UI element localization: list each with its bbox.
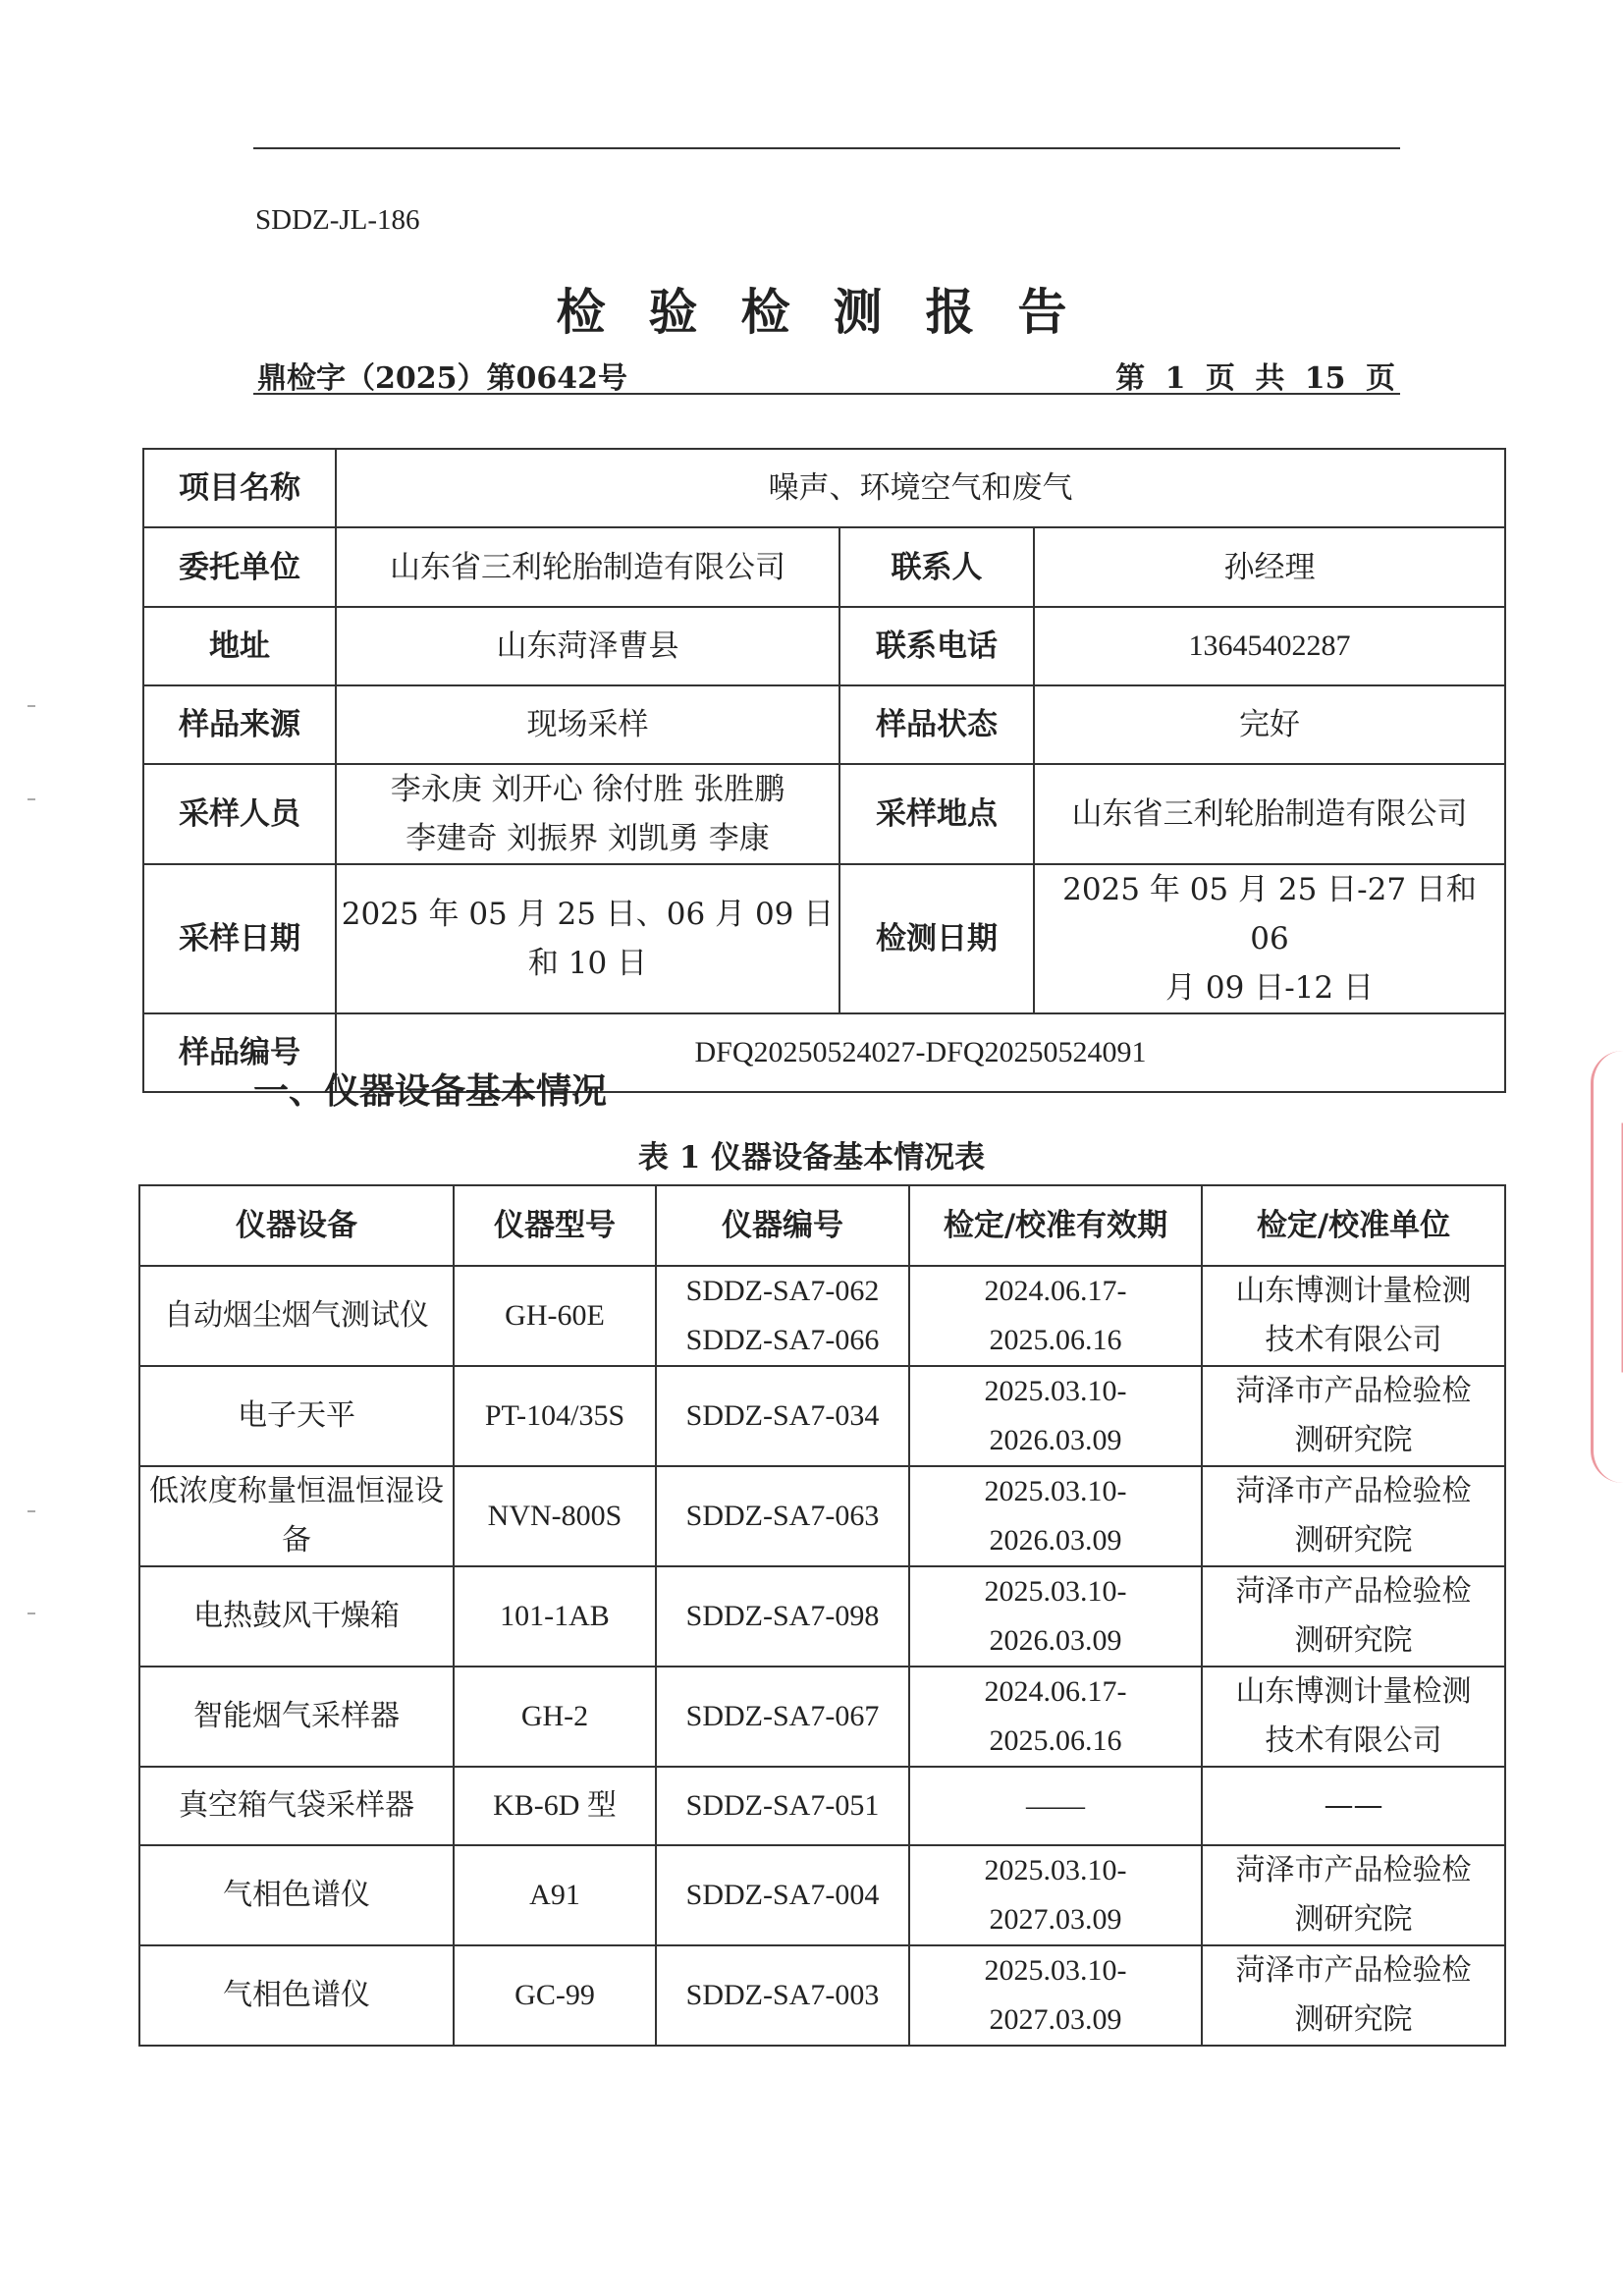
equipment-body (139, 1266, 1505, 2046)
cell-line: 气相色谱仪 (223, 1878, 370, 1912)
equipment-name-cell (139, 1566, 454, 1667)
test-date-value (1034, 864, 1505, 1013)
calibration-unit-cell (1202, 1667, 1505, 1767)
info-row (143, 764, 1505, 864)
calibration-unit-cell (1202, 1566, 1505, 1667)
validity-cell (909, 1466, 1202, 1566)
samplers-value (336, 764, 839, 864)
report-title: 检验检测报告 (556, 283, 1110, 341)
cell-line: 2026.03.09 (989, 1524, 1122, 1557)
state-label: 样品状态 (839, 685, 1034, 764)
test-date-line: 月 09 日-12 日 (1165, 970, 1374, 1006)
header-cell: 检定/校准单位 (1202, 1185, 1505, 1266)
site-label: 采样地点 (839, 764, 1034, 864)
cell-line: SDDZ-SA7-067 (685, 1700, 880, 1732)
cell-line: 低浓度称量恒温恒湿设备 (149, 1474, 444, 1558)
margin-mark (27, 798, 35, 800)
client-label: 委托单位 (143, 527, 336, 607)
cell-line: 2026.03.09 (989, 1424, 1122, 1456)
calibration-unit-cell (1202, 1466, 1505, 1566)
cell-line: PT-104/35S (484, 1399, 625, 1432)
cell-line: 真空箱气袋采样器 (179, 1788, 414, 1823)
equipment-name-cell (139, 1945, 454, 2046)
equipment-id-cell (656, 1945, 909, 2046)
equipment-row (139, 1845, 1505, 1945)
info-table (142, 448, 1506, 1093)
cell-line: SDDZ-SA7-062 (685, 1275, 880, 1307)
equipment-row (139, 1566, 1505, 1667)
cell-line: SDDZ-SA7-063 (685, 1500, 880, 1532)
sampling-date-line: 2025 年 05 月 25 日、06 月 09 日 (341, 897, 835, 932)
phone-value: 13645402287 (1034, 607, 1505, 685)
samplers-label: 采样人员 (143, 764, 336, 864)
sampling-date-value (336, 864, 839, 1013)
model-cell (454, 1266, 656, 1366)
info-row (143, 449, 1505, 527)
equipment-row (139, 1466, 1505, 1566)
cell-line: 2025.06.16 (989, 1724, 1122, 1757)
equipment-row (139, 1366, 1505, 1466)
calibration-unit-cell (1202, 1845, 1505, 1945)
cell-line: SDDZ-SA7-098 (685, 1600, 880, 1632)
site-value: 山东省三利轮胎制造有限公司 (1034, 764, 1505, 864)
margin-mark (27, 705, 35, 707)
cell-line: 电子天平 (238, 1398, 355, 1433)
validity-cell (909, 1845, 1202, 1945)
cell-line: 菏泽市产品检验检 (1235, 1574, 1472, 1609)
cell-line: 2025.06.16 (989, 1324, 1122, 1356)
source-value: 现场采样 (336, 685, 839, 764)
margin-mark (27, 1510, 35, 1512)
report-number: 鼎检字（2025）第0642号 (257, 361, 627, 396)
validity-cell (909, 1767, 1202, 1845)
validity-cell (909, 1266, 1202, 1366)
cell-line: SDDZ-SA7-004 (685, 1879, 880, 1911)
calibration-unit-cell (1202, 1945, 1505, 2046)
info-row (143, 685, 1505, 764)
equipment-name-cell (139, 1667, 454, 1767)
address-label: 地址 (143, 607, 336, 685)
equipment-id-cell (656, 1767, 909, 1845)
equipment-id-cell (656, 1266, 909, 1366)
margin-mark (27, 1613, 35, 1614)
cell-line: 2025.03.10- (984, 1954, 1127, 1987)
cell-line: 测研究院 (1294, 1623, 1413, 1658)
calibration-unit-cell (1202, 1366, 1505, 1466)
sampling-date-label: 采样日期 (143, 864, 336, 1013)
validity-cell (909, 1945, 1202, 2046)
project-name-label: 项目名称 (143, 449, 336, 527)
cell-line: 菏泽市产品检验检 (1235, 1853, 1472, 1887)
calibration-unit-cell (1202, 1767, 1505, 1845)
model-cell (454, 1667, 656, 1767)
cell-line: 2025.03.10- (984, 1475, 1127, 1507)
header-cell: 仪器设备 (139, 1185, 454, 1266)
equipment-table (138, 1184, 1506, 2047)
equipment-name-cell (139, 1366, 454, 1466)
state-value: 完好 (1034, 685, 1505, 764)
cell-line: 菏泽市产品检验检 (1235, 1474, 1472, 1508)
info-row (143, 864, 1505, 1013)
cell-line: 技术有限公司 (1265, 1323, 1442, 1357)
cell-line: 2027.03.09 (989, 1903, 1122, 1936)
cell-line: 2024.06.17- (984, 1275, 1127, 1307)
sample-no-label: 样品编号 (143, 1013, 336, 1092)
cell-line: 101-1AB (500, 1600, 610, 1632)
cell-line: A91 (529, 1879, 580, 1911)
cell-line: 自动烟尘烟气测试仪 (164, 1298, 429, 1333)
model-cell (454, 1945, 656, 2046)
top-rule (253, 147, 1400, 149)
header-cell: 仪器编号 (656, 1185, 909, 1266)
cell-line: 2025.03.10- (984, 1575, 1127, 1608)
equipment-name-cell (139, 1266, 454, 1366)
cell-line: 2025.03.10- (984, 1375, 1127, 1407)
cell-line: SDDZ-SA7-003 (685, 1979, 880, 2011)
equipment-name-cell (139, 1767, 454, 1845)
cell-line: 测研究院 (1294, 2002, 1413, 2037)
cell-line: 技术有限公司 (1265, 1723, 1442, 1758)
model-cell (454, 1366, 656, 1466)
cell-line: GC-99 (514, 1979, 595, 2011)
equipment-name-cell (139, 1466, 454, 1566)
cell-line: 智能烟气采样器 (193, 1699, 400, 1733)
cell-line: 菏泽市产品检验检 (1235, 1374, 1472, 1408)
sample-no-value: DFQ20250524027-DFQ20250524091 (336, 1013, 1505, 1092)
cell-line: 2026.03.09 (989, 1624, 1122, 1657)
validity-cell (909, 1566, 1202, 1667)
page-number: 第 1 页 共 15 页 (1115, 361, 1395, 396)
cell-line: GH-2 (520, 1700, 589, 1732)
cell-line: GH-60E (505, 1299, 605, 1332)
equipment-id-cell (656, 1366, 909, 1466)
cell-line: 测研究院 (1294, 1523, 1413, 1558)
cell-line: NVN-800S (487, 1500, 622, 1532)
cell-line: SDDZ-SA7-034 (685, 1399, 880, 1432)
source-label: 样品来源 (143, 685, 336, 764)
section-title: 一、仪器设备基本情况 (253, 1070, 608, 1112)
cell-line: 菏泽市产品检验检 (1235, 1953, 1472, 1988)
equipment-name-cell (139, 1845, 454, 1945)
model-cell (454, 1845, 656, 1945)
project-name-value: 噪声、环境空气和废气 (336, 449, 1505, 527)
cell-line: 山东博测计量检测 (1235, 1274, 1472, 1308)
table-caption: 表 1 仪器设备基本情况表 (637, 1140, 986, 1175)
header-underline (253, 393, 1400, 395)
cell-line: 山东博测计量检测 (1235, 1674, 1472, 1709)
equipment-id-cell (656, 1845, 909, 1945)
cell-line: 测研究院 (1294, 1423, 1413, 1457)
stamp-edge (1591, 1051, 1623, 1483)
equipment-header-row (139, 1185, 1505, 1266)
cell-line: 2025.03.10- (984, 1854, 1127, 1886)
cell-line: SDDZ-SA7-066 (685, 1324, 880, 1356)
info-row (143, 607, 1505, 685)
cell-line: SDDZ-SA7-051 (685, 1789, 880, 1822)
validity-cell (909, 1366, 1202, 1466)
cell-line: —— (1026, 1789, 1085, 1822)
contact-value: 孙经理 (1034, 527, 1505, 607)
info-row (143, 527, 1505, 607)
model-cell (454, 1767, 656, 1845)
cell-line: 气相色谱仪 (223, 1978, 370, 2012)
equipment-id-cell (656, 1566, 909, 1667)
equipment-row (139, 1945, 1505, 2046)
header-cell: 检定/校准有效期 (909, 1185, 1202, 1266)
phone-label: 联系电话 (839, 607, 1034, 685)
client-value: 山东省三利轮胎制造有限公司 (336, 527, 839, 607)
header-cell: 仪器型号 (454, 1185, 656, 1266)
equipment-row (139, 1266, 1505, 1366)
cell-line: —— (1324, 1788, 1383, 1823)
model-cell (454, 1466, 656, 1566)
equipment-row (139, 1767, 1505, 1845)
cell-line: 2024.06.17- (984, 1675, 1127, 1708)
test-date-line: 2025 年 05 月 25 日-27 日和 06 (1062, 872, 1477, 957)
cell-line: 2027.03.09 (989, 2003, 1122, 2036)
cell-line: KB-6D 型 (493, 1789, 617, 1822)
equipment-id-cell (656, 1667, 909, 1767)
samplers-line: 李永庚 刘开心 徐付胜 张胜鹏 (390, 772, 785, 807)
address-value: 山东菏泽曹县 (336, 607, 839, 685)
calibration-unit-cell (1202, 1266, 1505, 1366)
model-cell (454, 1566, 656, 1667)
equipment-id-cell (656, 1466, 909, 1566)
samplers-line: 李建奇 刘振界 刘凯勇 李康 (406, 821, 770, 856)
cell-line: 测研究院 (1294, 1902, 1413, 1937)
sampling-date-line: 和 10 日 (527, 946, 648, 981)
doc-code: SDDZ-JL-186 (255, 204, 420, 236)
validity-cell (909, 1667, 1202, 1767)
contact-label: 联系人 (839, 527, 1034, 607)
test-date-label: 检测日期 (839, 864, 1034, 1013)
cell-line: 电热鼓风干燥箱 (193, 1599, 400, 1633)
equipment-row (139, 1667, 1505, 1767)
